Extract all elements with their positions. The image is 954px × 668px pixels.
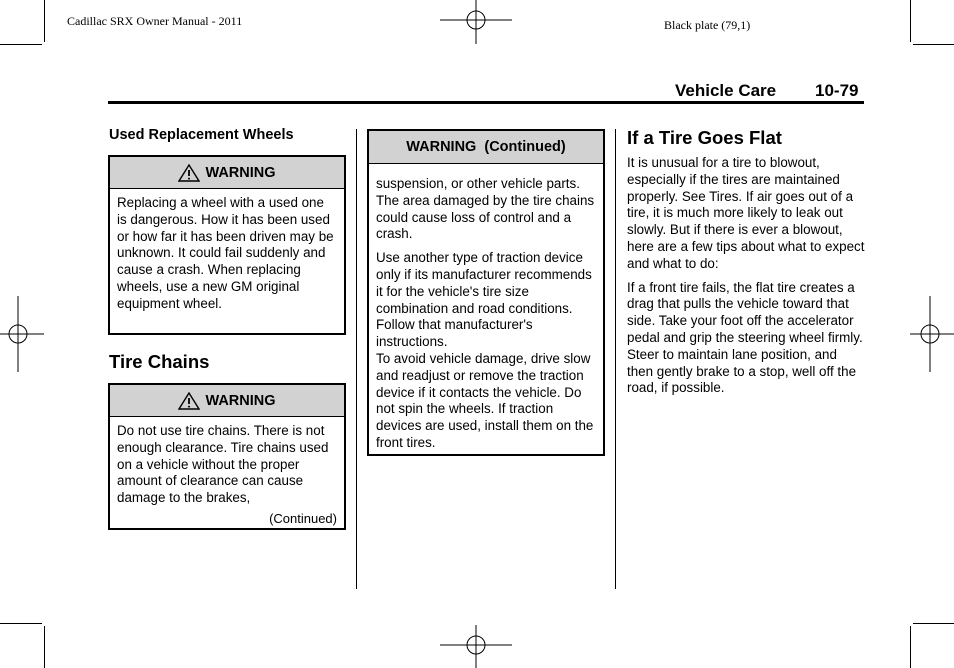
- warning-header: [369, 131, 603, 164]
- running-head-section: Vehicle Care: [675, 81, 777, 100]
- warning-text-traction: Use another type of traction device only if its manufacturer recommends it for the vehicle's tire size combination and road conditions. Follow that manufacturer's instructions.: [376, 250, 592, 350]
- flat-tire-paragraph-1: It is unusual for a tire to blowout, especially if the tires are maintained properly. See Tires. If air goes out of a tire, it is much more likely to leak out slowly. But if there is ever a blowout, here are a few tips about what to expect and what to do:: [627, 155, 865, 271]
- flat-tire-body: [627, 155, 865, 397]
- registration-mark-right: [910, 296, 954, 372]
- warning-label: WARNING: [205, 392, 276, 409]
- registration-mark-top: [440, 0, 516, 44]
- registration-mark-bottom: [440, 625, 516, 668]
- flat-tire-paragraph-2: If a front tire fails, the flat tire creates a drag that pulls the vehicle toward that side. Take your foot off the accelerator pedal and grip the steering wheel firmly. Steer to maintain lane position, and then gently brake to a stop, well off the road, if possible.: [627, 279, 863, 396]
- used-wheels-heading: Used Replacement Wheels: [109, 127, 294, 143]
- warning-label: WARNING: [205, 164, 276, 181]
- continued-label: (Continued): [269, 510, 337, 526]
- header-rule: [108, 101, 864, 104]
- warning-box-used-wheels: [108, 155, 346, 335]
- page-number: 10-79: [815, 81, 859, 100]
- warning-box-continued: [367, 129, 605, 456]
- warning-header: [110, 385, 344, 417]
- print-header-left: Cadillac SRX Owner Manual - 2011: [67, 14, 243, 28]
- warning-text: Replacing a wheel with a used one is dangerous. How it has been used or how far it has been driven may be unknown. It could fail suddenly and cause a crash. When replacing wheels, use a new GM original equipment wheel.: [117, 195, 334, 311]
- registration-mark-left: [0, 296, 44, 372]
- warning-triangle-icon: [178, 164, 200, 182]
- flat-tire-heading: If a Tire Goes Flat: [627, 127, 782, 148]
- column-rule-1: [356, 129, 357, 589]
- warning-text: Do not use tire chains. There is not enough clearance. Tire chains used on a vehicle without the proper amount of clearance can cause damage to the brakes,: [117, 423, 329, 506]
- notice-text: To avoid vehicle damage, drive slow and readjust or remove the traction device if it contacts the vehicle. Do not spin the wheels. If traction devices are used, install them on the front tires.: [376, 350, 594, 450]
- warning-label: WARNING (Continued): [406, 139, 566, 155]
- warning-text-continued: suspension, or other vehicle parts. The area damaged by the tire chains could cause loss of control and a crash.: [376, 176, 595, 242]
- warning-triangle-icon: [178, 392, 200, 410]
- tire-chains-heading: Tire Chains: [109, 351, 210, 372]
- warning-header: [110, 157, 344, 189]
- print-header-right: Black plate (79,1): [664, 18, 751, 32]
- column-rule-2: [615, 129, 616, 589]
- warning-box-tire-chains: [108, 383, 346, 530]
